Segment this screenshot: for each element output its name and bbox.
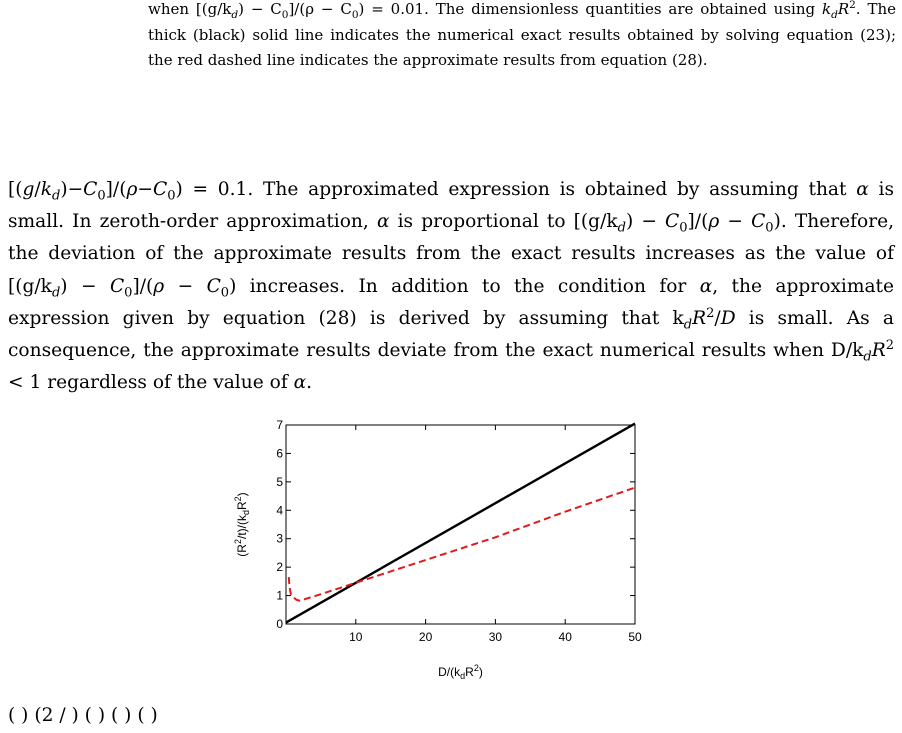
caption-text: ) − C [238,0,282,18]
y-axis-label: $(R^2/t)/(k_dR^2)$ [233,492,251,557]
body-text: , the approximate expression given by equation (28) is derived by assuming that k [8,275,895,329]
x-tick-label: 40 [558,630,572,644]
body-text: . [306,372,313,394]
y-tick-label: 6 [276,446,283,461]
body-text: < 1 regardless of the value of [8,372,294,394]
figure-chart [210,405,670,695]
body-text: ) increases. In addition to the condition for [229,275,700,297]
approximate-dashed-line [289,488,635,601]
caption-text: when [(g/k [148,0,232,18]
exact-solution-line [286,424,635,623]
y-tick-label: 4 [276,503,283,518]
y-tick-label: 1 [276,588,283,603]
caption-text: k [821,0,832,18]
y-tick-label: 0 [276,617,283,631]
y-tick-label: 2 [276,560,283,575]
x-tick-label: 50 [628,630,642,644]
body-text: is small. As a consequence, the approximate results deviate from the exact numerical results when D/k [8,307,894,362]
y-tick-label: 7 [276,418,283,432]
x-tick-label: 30 [488,630,503,644]
body-text: is small. In zeroth-order approximation, [8,179,894,233]
caption-text: R [837,0,850,18]
body-text: ). Therefore, the deviation of the approximate results from the exact results increases as the value of [(g/k [8,211,895,297]
body-text: is proportional to [(g/k [389,211,618,233]
plot-frame [286,425,635,624]
caption-text: . The thick (black) solid line indicates the numerical exact results obtained by solving equation (23); the red dashed line indicates the approximate results from equation (28). [148,0,896,69]
x-axis-label: $D/(k_dR^2)$ [438,663,483,681]
line-chart [210,405,670,695]
body-paragraph: $[(g/k_d)-C_0]/(\rho-C_0) = 0.1$. The approximated expression is obtained by assuming that α is small. In zeroth-order approximation, α is proportional to $[(g/k_d) - C_0]/(\rho - C_0)$. Therefore, the deviation of the approximate results from the exact results increases as the value of $[(g/k_d) - C_0]/(\rho - C_0)$ increases. In addition to the condition for α, the approximate expression given by equation (28) is derived by assuming that $k_dR^2/D$ is small. As a consequence, the approximate results deviate from the exact numerical results when $D/k_dR^2 < 1$ regardless of the value of α. [8,179,895,394]
caption-text: ]/(ρ − C [288,0,352,18]
caption-text: ) = 0.01. The dimensionless quantities are obtained using [358,0,816,18]
x-tick-label: 10 [349,630,363,644]
y-tick-label: 5 [276,474,283,489]
bottom-text-fragment: ( ) (2 / ) ( ) ( ) ( ) [8,705,158,726]
figure-caption: when $[(g/k_d) - C_0]/(\rho - C_0) = 0.01$. The dimensionless quantities are obtained using $k_dR^2$. The thick (black) solid line indicates the numerical exact results obtained by solving equation (23); the red dashed line indicates the approximate results from equation (28). [148,0,896,69]
x-tick-label: 20 [418,630,433,644]
body-text: ) = 0.1. The approximated expression is obtained by assuming that [175,179,857,200]
y-tick-label: 3 [276,531,283,546]
